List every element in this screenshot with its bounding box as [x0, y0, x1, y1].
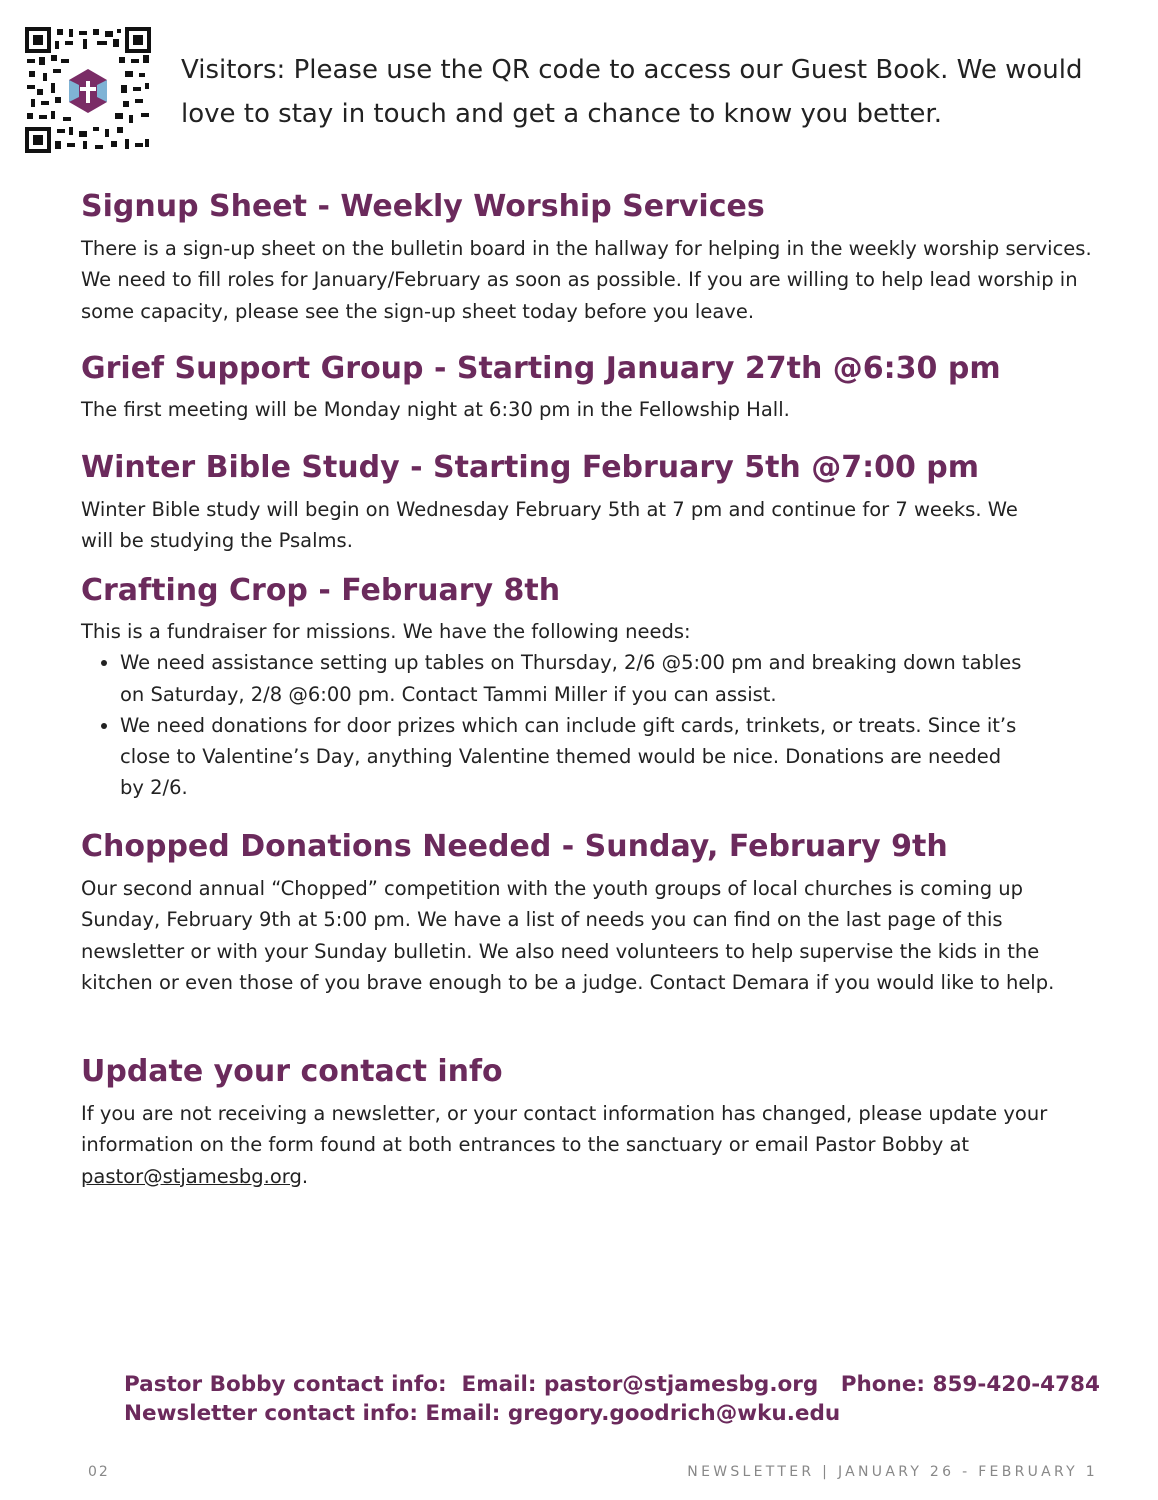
section-title: Signup Sheet - Weekly Worship Services — [81, 189, 765, 224]
section-title: Crafting Crop - February 8th — [81, 573, 561, 608]
section-title: Winter Bible Study - Starting February 5th @7:00 pm — [81, 450, 980, 485]
pastor-email-link[interactable]: pastor@stjamesbg.org — [81, 1164, 302, 1188]
newsletter-contact-line: Newsletter contact info: Email: gregory.goodrich@wku.edu — [124, 1401, 841, 1426]
footer-contact-block — [124, 1370, 1100, 1428]
needs-list — [81, 647, 1030, 803]
list-item: • We need donations for door prizes which can include gift cards, trinkets, or treats. Since it’s close to Valentine’s Day, anything Valentine themed would be nice. Donations are needed by 2/6. — [120, 710, 1030, 804]
section-title: Update your contact info — [81, 1054, 503, 1089]
section-bible-study — [81, 449, 1111, 557]
body-text-end: . — [301, 1164, 309, 1188]
section-signup — [81, 188, 1111, 327]
section-body: The first meeting will be Monday night at 6:30 pm in the Fellowship Hall. — [81, 398, 790, 421]
section-grief-support — [81, 350, 1111, 425]
section-crafting-crop — [81, 572, 1111, 804]
qr-code-icon — [25, 27, 151, 153]
section-body: There is a sign-up sheet on the bulletin board in the hallway for helping in the weekly worship services. We need to fill roles for January/February as soon as possible. If you are willing to help lead worship in some capacity, please see the sign-up sheet today before you leave. — [81, 237, 1092, 323]
pastor-contact-line: Pastor Bobby contact info: Email: pastor@stjamesbg.org Phone: 859-420-4784 — [124, 1372, 1100, 1397]
section-body: Winter Bible study will begin on Wednesday February 5th at 7 pm and continue for 7 weeks. We will be studying the Psalms. — [81, 498, 1018, 553]
section-intro: This is a fundraiser for missions. We have the following needs: — [81, 620, 691, 643]
list-item: • We need assistance setting up tables on Thursday, 2/6 @5:00 pm and breaking down tables on Saturday, 2/8 @6:00 pm. Contact Tammi Miller if you can assist. — [120, 647, 1030, 710]
section-chopped — [81, 828, 1111, 998]
section-update-contact — [81, 1053, 1111, 1192]
section-body — [81, 1098, 1056, 1192]
section-title: Grief Support Group - Starting January 27th @6:30 pm — [81, 351, 1001, 386]
visitor-message: Visitors: Please use the QR code to access our Guest Book. We would love to stay in touch and get a chance to know you better. — [181, 55, 1083, 129]
page-number: 02 — [88, 1464, 110, 1480]
section-body: Our second annual “Chopped” competition with the youth groups of local churches is coming up Sunday, February 9th at 5:00 pm. We have a list of needs you can find on the last page of this newsletter or with your Sunday bulletin. We also need volunteers to help supervise the kids in the kitchen or even those of you brave enough to be a judge. Contact Demara if you would like to help. — [81, 877, 1055, 994]
section-title: Chopped Donations Needed - Sunday, February 9th — [81, 829, 948, 864]
running-title: NEWSLETTER | JANUARY 26 - FEBRUARY 1 — [687, 1464, 1098, 1480]
body-text: If you are not receiving a newsletter, or your contact information has changed, please update your information on the form found at both entrances to the sanctuary or email Pastor Bobby at — [81, 1102, 1048, 1157]
